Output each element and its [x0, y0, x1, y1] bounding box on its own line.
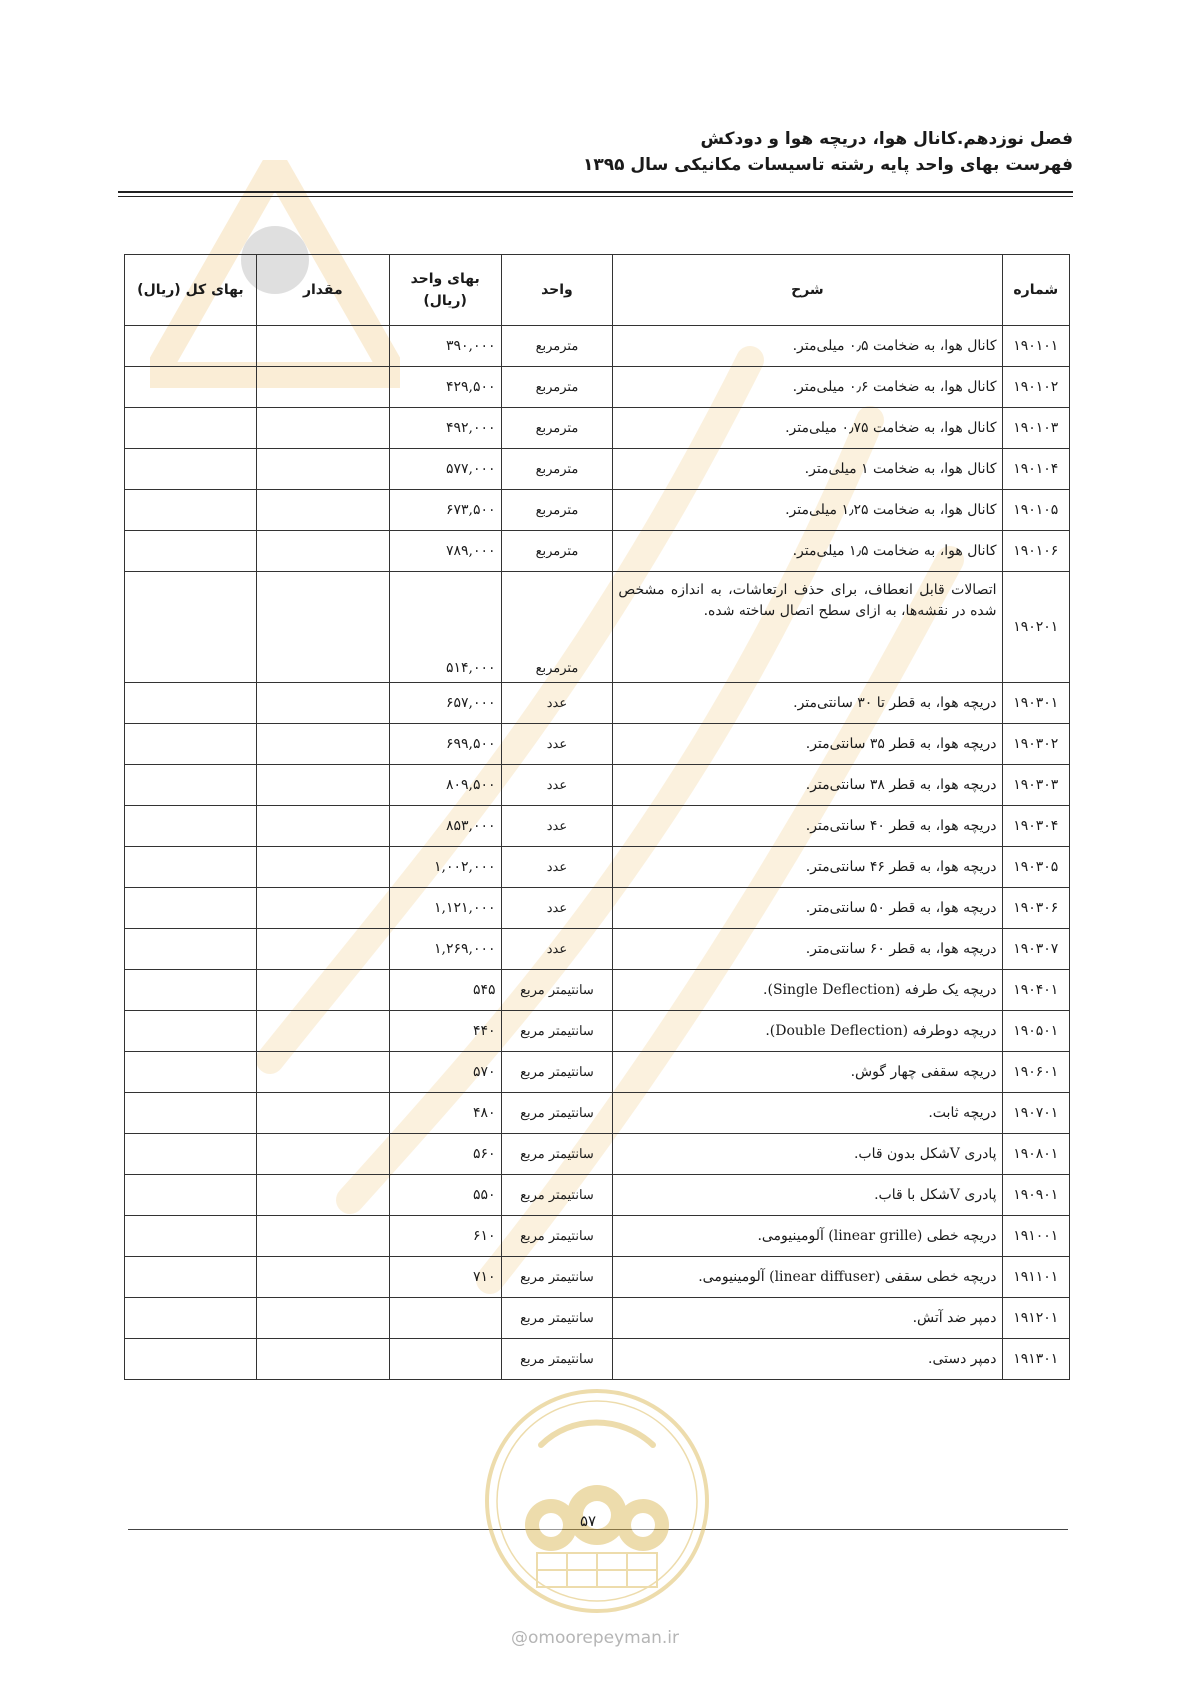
item-description: پادری Vشکل با قاب. [613, 1175, 1002, 1216]
item-unit-price: ۶۹۹,۵۰۰ [389, 724, 501, 765]
table-row [125, 449, 1070, 490]
publisher-seal-logo [481, 1385, 713, 1617]
item-total-price [125, 572, 257, 683]
item-description: دریچه خطی سقفی (linear diffuser) آلومینیومی. [613, 1257, 1002, 1298]
table-row [125, 683, 1070, 724]
item-description: دمپر دستی. [613, 1339, 1002, 1380]
table-row [125, 724, 1070, 765]
item-code: ۱۹۰۱۰۵ [1002, 490, 1070, 531]
item-unit-price: ۴۴۰ [389, 1011, 501, 1052]
item-code: ۱۹۰۳۰۴ [1002, 806, 1070, 847]
header-description: شرح [613, 255, 1002, 326]
header-unit-price-currency: (ریال) [423, 293, 467, 309]
item-total-price [125, 683, 257, 724]
table-row [125, 1216, 1070, 1257]
item-code: ۱۹۰۵۰۱ [1002, 1011, 1070, 1052]
item-quantity [256, 888, 389, 929]
item-unit-price: ۸۰۹,۵۰۰ [389, 765, 501, 806]
item-quantity [256, 1339, 389, 1380]
item-description: دریچه هوا، به قطر ۳۸ سانتی‌متر. [613, 765, 1002, 806]
item-unit: سانتیمتر مربع [501, 1052, 613, 1093]
item-total-price [125, 531, 257, 572]
item-quantity [256, 490, 389, 531]
item-code: ۱۹۰۱۰۴ [1002, 449, 1070, 490]
item-description: دریچه خطی (linear grille) آلومینیومی. [613, 1216, 1002, 1257]
item-total-price [125, 1216, 257, 1257]
item-description: دریچه هوا، به قطر ۴۰ سانتی‌متر. [613, 806, 1002, 847]
item-total-price [125, 326, 257, 367]
item-unit-price: ۱,۱۲۱,۰۰۰ [389, 888, 501, 929]
item-unit-price: ۵۴۵ [389, 970, 501, 1011]
item-unit: سانتیمتر مربع [501, 1011, 613, 1052]
item-unit-price: ۵۷۰ [389, 1052, 501, 1093]
table-row [125, 806, 1070, 847]
item-unit: مترمربع [501, 367, 613, 408]
item-total-price [125, 1339, 257, 1380]
item-code: ۱۹۰۶۰۱ [1002, 1052, 1070, 1093]
item-code: ۱۹۱۱۰۱ [1002, 1257, 1070, 1298]
item-unit: سانتیمتر مربع [501, 1339, 613, 1380]
item-unit: سانتیمتر مربع [501, 1175, 613, 1216]
item-unit-price: ۴۸۰ [389, 1093, 501, 1134]
item-quantity [256, 724, 389, 765]
item-description: اتصالات قابل انعطاف، برای حذف ارتعاشات، به اندازه مشخص شده در نقشه‌ها، به ازای سطح اتصال ساخته شده. [613, 572, 1002, 683]
item-code: ۱۹۰۱۰۲ [1002, 367, 1070, 408]
item-unit-price: ۸۵۳,۰۰۰ [389, 806, 501, 847]
item-quantity [256, 367, 389, 408]
item-total-price [125, 888, 257, 929]
page-header [118, 126, 1073, 178]
item-unit: سانتیمتر مربع [501, 1134, 613, 1175]
item-total-price [125, 1093, 257, 1134]
item-code: ۱۹۱۲۰۱ [1002, 1298, 1070, 1339]
price-table [124, 254, 1070, 1380]
table-row [125, 531, 1070, 572]
item-code: ۱۹۰۴۰۱ [1002, 970, 1070, 1011]
item-quantity [256, 1298, 389, 1339]
header-total-price: بهای کل (ریال) [125, 255, 257, 326]
item-unit: عدد [501, 724, 613, 765]
item-unit: سانتیمتر مربع [501, 1093, 613, 1134]
item-unit-price: ۱,۰۰۲,۰۰۰ [389, 847, 501, 888]
item-code: ۱۹۰۳۰۲ [1002, 724, 1070, 765]
header-unit-price-label: بهای واحد [410, 271, 480, 287]
item-code: ۱۹۱۳۰۱ [1002, 1339, 1070, 1380]
item-unit: مترمربع [501, 326, 613, 367]
item-description: پادری Vشکل بدون قاب. [613, 1134, 1002, 1175]
item-total-price [125, 970, 257, 1011]
header-unit-price [389, 255, 501, 326]
item-unit: مترمربع [501, 449, 613, 490]
item-unit: مترمربع [501, 572, 613, 683]
item-unit-price [389, 1339, 501, 1380]
item-quantity [256, 1052, 389, 1093]
item-unit-price: ۴۹۲,۰۰۰ [389, 408, 501, 449]
item-unit-price [389, 1298, 501, 1339]
item-unit-price: ۴۲۹,۵۰۰ [389, 367, 501, 408]
item-total-price [125, 1175, 257, 1216]
item-total-price [125, 1298, 257, 1339]
item-unit: عدد [501, 929, 613, 970]
item-description: دریچه دوطرفه (Double Deflection). [613, 1011, 1002, 1052]
item-quantity [256, 449, 389, 490]
item-quantity [256, 572, 389, 683]
item-description: دریچه ثابت. [613, 1093, 1002, 1134]
item-code: ۱۹۰۸۰۱ [1002, 1134, 1070, 1175]
table-row [125, 970, 1070, 1011]
table-row [125, 1175, 1070, 1216]
item-unit: سانتیمتر مربع [501, 1216, 613, 1257]
table-row [125, 888, 1070, 929]
item-total-price [125, 929, 257, 970]
table-row [125, 572, 1070, 683]
table-row [125, 490, 1070, 531]
item-unit: عدد [501, 806, 613, 847]
item-description: کانال هوا، به ضخامت ۱٫۲۵ میلی‌متر. [613, 490, 1002, 531]
item-quantity [256, 929, 389, 970]
item-quantity [256, 806, 389, 847]
table-row [125, 408, 1070, 449]
item-unit: مترمربع [501, 408, 613, 449]
item-unit-price: ۵۵۰ [389, 1175, 501, 1216]
item-total-price [125, 847, 257, 888]
item-total-price [125, 1134, 257, 1175]
item-unit-price: ۶۱۰ [389, 1216, 501, 1257]
header-code: شماره [1002, 255, 1070, 326]
item-quantity [256, 1216, 389, 1257]
item-quantity [256, 765, 389, 806]
item-quantity [256, 1011, 389, 1052]
item-quantity [256, 847, 389, 888]
item-code: ۱۹۰۷۰۱ [1002, 1093, 1070, 1134]
item-description: دریچه هوا، به قطر ۴۶ سانتی‌متر. [613, 847, 1002, 888]
item-unit: مترمربع [501, 531, 613, 572]
table-row [125, 765, 1070, 806]
item-description: دریچه هوا، به قطر تا ۳۰ سانتی‌متر. [613, 683, 1002, 724]
table-row [125, 1339, 1070, 1380]
item-quantity [256, 408, 389, 449]
item-description: دمپر ضد آتش. [613, 1298, 1002, 1339]
item-description: کانال هوا، به ضخامت ۰٫۶ میلی‌متر. [613, 367, 1002, 408]
item-unit-price: ۳۹۰,۰۰۰ [389, 326, 501, 367]
item-code: ۱۹۱۰۰۱ [1002, 1216, 1070, 1257]
table-row [125, 1052, 1070, 1093]
item-description: دریچه هوا، به قطر ۶۰ سانتی‌متر. [613, 929, 1002, 970]
header-rule [118, 191, 1073, 193]
item-quantity [256, 1134, 389, 1175]
item-unit-price: ۵۱۴,۰۰۰ [389, 572, 501, 683]
item-code: ۱۹۰۳۰۶ [1002, 888, 1070, 929]
item-unit-price: ۶۵۷,۰۰۰ [389, 683, 501, 724]
item-total-price [125, 367, 257, 408]
item-unit-price: ۷۸۹,۰۰۰ [389, 531, 501, 572]
chapter-title: فصل نوزدهم.کانال هوا، دریچه هوا و دودکش [700, 129, 1073, 149]
item-total-price [125, 1011, 257, 1052]
item-description: دریچه هوا، به قطر ۵۰ سانتی‌متر. [613, 888, 1002, 929]
item-description: کانال هوا، به ضخامت ۰٫۷۵ میلی‌متر. [613, 408, 1002, 449]
document-subtitle: فهرست بهای واحد پایه رشته تاسیسات مکانیکی سال ۱۳۹۵ [583, 155, 1073, 175]
item-description: دریچه سقفی چهار گوش. [613, 1052, 1002, 1093]
item-total-price [125, 1052, 257, 1093]
header-quantity: مقدار [256, 255, 389, 326]
item-code: ۱۹۰۱۰۶ [1002, 531, 1070, 572]
item-quantity [256, 1257, 389, 1298]
item-total-price [125, 408, 257, 449]
item-quantity [256, 970, 389, 1011]
item-unit: سانتیمتر مربع [501, 1257, 613, 1298]
table-row [125, 1093, 1070, 1134]
table-row [125, 847, 1070, 888]
table-row [125, 367, 1070, 408]
item-total-price [125, 449, 257, 490]
table-header-row [125, 255, 1070, 326]
table-row [125, 1257, 1070, 1298]
header-unit: واحد [501, 255, 613, 326]
item-quantity [256, 683, 389, 724]
item-unit-price: ۶۷۳,۵۰۰ [389, 490, 501, 531]
item-description: کانال هوا، به ضخامت ۱٫۵ میلی‌متر. [613, 531, 1002, 572]
item-quantity [256, 1175, 389, 1216]
table-row [125, 929, 1070, 970]
item-description: دریچه هوا، به قطر ۳۵ سانتی‌متر. [613, 724, 1002, 765]
item-code: ۱۹۰۱۰۱ [1002, 326, 1070, 367]
table-row [125, 1134, 1070, 1175]
item-code: ۱۹۰۳۰۵ [1002, 847, 1070, 888]
item-quantity [256, 1093, 389, 1134]
item-total-price [125, 765, 257, 806]
item-quantity [256, 531, 389, 572]
item-description: کانال هوا، به ضخامت ۱ میلی‌متر. [613, 449, 1002, 490]
table-row [125, 1298, 1070, 1339]
item-total-price [125, 1257, 257, 1298]
table-row [125, 1011, 1070, 1052]
item-total-price [125, 490, 257, 531]
item-unit-price: ۵۷۷,۰۰۰ [389, 449, 501, 490]
header-rule-thin [118, 196, 1073, 197]
item-unit: سانتیمتر مربع [501, 970, 613, 1011]
item-code: ۱۹۰۳۰۷ [1002, 929, 1070, 970]
item-unit: مترمربع [501, 490, 613, 531]
item-description: کانال هوا، به ضخامت ۰٫۵ میلی‌متر. [613, 326, 1002, 367]
item-unit: عدد [501, 888, 613, 929]
item-quantity [256, 326, 389, 367]
page-number: ۵۷ [580, 1512, 597, 1530]
item-code: ۱۹۰۳۰۱ [1002, 683, 1070, 724]
item-code: ۱۹۰۹۰۱ [1002, 1175, 1070, 1216]
item-unit-price: ۱,۲۶۹,۰۰۰ [389, 929, 501, 970]
item-unit: عدد [501, 847, 613, 888]
table-row [125, 326, 1070, 367]
item-unit: عدد [501, 683, 613, 724]
item-unit: عدد [501, 765, 613, 806]
item-code: ۱۹۰۲۰۱ [1002, 572, 1070, 683]
website-watermark: @omoorepeyman.ir [510, 1628, 680, 1648]
item-total-price [125, 806, 257, 847]
item-unit: سانتیمتر مربع [501, 1298, 613, 1339]
item-code: ۱۹۰۳۰۳ [1002, 765, 1070, 806]
item-total-price [125, 724, 257, 765]
item-code: ۱۹۰۱۰۳ [1002, 408, 1070, 449]
item-unit-price: ۵۶۰ [389, 1134, 501, 1175]
item-description: دریچه یک طرفه (Single Deflection). [613, 970, 1002, 1011]
item-unit-price: ۷۱۰ [389, 1257, 501, 1298]
